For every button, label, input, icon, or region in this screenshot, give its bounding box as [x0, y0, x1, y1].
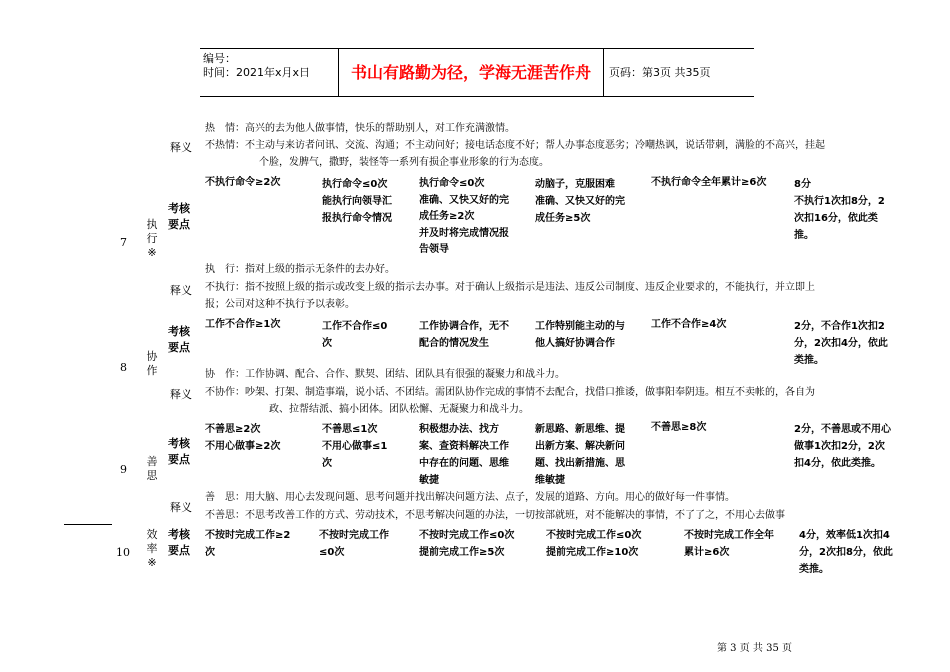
header-time: 时间：2021年x月x日 — [203, 66, 311, 79]
category-shansi — [144, 455, 160, 483]
kaohe-r2-c2: 工作协调合作，无不 配合的情况发生 — [419, 321, 509, 349]
kaohe-2: 要点 — [168, 341, 190, 354]
header-divider-right — [603, 48, 604, 97]
kaohe-r3-c0: 不善思≥2次 不用心做事≥2次 — [205, 424, 281, 452]
header-meta — [203, 52, 310, 80]
label-kaohe-r1 — [168, 201, 190, 233]
kaohe-r4-c0: 不按时完成工作≥2 次 — [205, 530, 291, 558]
shiyi-r1-l0: 执 行：指对上级的指示无条件的去办好。 — [205, 264, 395, 275]
header-bottom-border — [200, 96, 754, 97]
cat-char: 行 — [146, 232, 158, 245]
cat-char: ※ — [147, 246, 157, 259]
kaohe-r1-c2: 执行命令≤0次 准确、又快又好的完 成任务≥2次 并及时将完成情况报 告领导 — [419, 178, 509, 255]
header-divider-left — [338, 48, 339, 97]
header-page: 页码：第3页 共35页 — [609, 66, 711, 79]
kaohe-2: 要点 — [168, 453, 190, 466]
cat-char: ※ — [147, 556, 157, 569]
category-zhixing — [144, 218, 160, 260]
kaohe-r3-c5: 2分，不善思或不用心 做事1次扣2分，2次 扣4分，依此类推。 — [794, 424, 891, 469]
header-motto: 书山有路勤为径，学海无涯苦作舟 — [350, 63, 591, 82]
kaohe-r2-c3: 工作特别能主动的与 他人搞好协调合作 — [535, 321, 625, 349]
shiyi-r2-l1: 不协作：吵架、打架、制造事端，说小话、不团结。需团队协作完成的事情不去配合，找借口推诿，做事阳奉阴违。相互不卖帐的，各自为 — [205, 387, 815, 398]
shiyi-r3-l0: 善 思：用大脑、用心去发现问题、思考问题并找出解决问题方法、点子，发展的道路、方向。用心的做好每一件事情。 — [205, 492, 735, 503]
shiyi-r0-l2: 个脸，发脾气，撒野，装怪等一系列有损企事业形象的行为态度。 — [259, 157, 549, 168]
label-shiyi-r2: 释义 — [170, 388, 192, 401]
kaohe-2: 要点 — [168, 218, 190, 231]
kaohe-1: 考核 — [168, 528, 190, 541]
row-number-8: 8 — [120, 361, 127, 374]
header-number: 编号： — [203, 52, 236, 65]
cat-char: 率 — [146, 542, 158, 555]
label-kaohe-r3 — [168, 436, 190, 468]
page-footer: 第 3 页 共 35 页 — [717, 643, 792, 654]
kaohe-r1-c1: 执行命令≤0次 能执行向领导汇 报执行命令情况 — [322, 179, 392, 224]
label-shiyi-r1: 释义 — [170, 284, 192, 297]
shiyi-r2-l0: 协 作：工作协调、配合、合作、默契、团结、团队具有很强的凝聚力和战斗力。 — [205, 369, 565, 380]
shiyi-r1-l1: 不执行：指不按照上级的指示或改变上级的指示去办事。对于确认上级指示是违法、违反公司制度、违反企业要求的，不能执行，并立即上 — [205, 282, 815, 293]
kaohe-1: 考核 — [168, 437, 190, 450]
kaohe-2: 要点 — [168, 544, 190, 557]
shiyi-r0-l1: 不热情：不主动与来访者问讯、交流、沟通；不主动问好；接电话态度不好；帮人办事态度恶劣；冷嘲热讽，说话带刺，满脸的不高兴，挂起 — [205, 140, 825, 151]
category-xiaolv — [144, 528, 160, 570]
kaohe-r2-c1: 工作不合作≤0 次 — [322, 321, 388, 349]
kaohe-r2-c5: 2分，不合作1次扣2 分，2次扣4分，依此 类推。 — [794, 321, 888, 366]
shiyi-r1-l2: 报；公司对这种不执行予以表彰。 — [205, 299, 355, 310]
row-number-10: 10 — [116, 546, 130, 559]
kaohe-r4-c4: 不按时完成工作全年 累计≥6次 — [684, 530, 774, 558]
category-xiezuo — [144, 350, 160, 378]
shiyi-r3-l1: 不善思：不思考改善工作的方式、劳动技术，不思考解决问题的办法，一切按部就班，对不能解决的事情，不了了之，不用心去做事 — [205, 510, 785, 521]
kaohe-r3-c1: 不善思≤1次 不用心做事≤1 次 — [322, 424, 388, 469]
shiyi-r0-l0: 热 情：高兴的去为他人做事情，快乐的帮助别人，对工作充满激情。 — [205, 123, 515, 134]
kaohe-r1-c0: 不执行命令≥2次 — [205, 177, 281, 188]
kaohe-r3-c3: 新思路、新思维、提 出新方案、解决新问 题、找出新措施、思 维敏捷 — [535, 424, 625, 486]
cat-char: 作 — [146, 364, 158, 377]
row-number-7: 7 — [120, 236, 127, 249]
kaohe-r1-c3: 动脑子，克服困难 准确、又快又好的完 成任务≥5次 — [535, 179, 625, 224]
kaohe-1: 考核 — [168, 325, 190, 338]
label-kaohe-r2 — [168, 324, 190, 356]
left-rule — [64, 524, 112, 525]
label-shiyi-r0: 释义 — [170, 141, 192, 154]
row-number-9: 9 — [120, 463, 127, 476]
kaohe-r4-c2: 不按时完成工作≤0次 提前完成工作≥5次 — [419, 530, 515, 558]
label-kaohe-r4 — [168, 527, 190, 559]
cat-char: 协 — [146, 350, 158, 363]
shiyi-r2-l2: 政、拉帮结派、搞小团体。团队松懈、无凝聚力和战斗力。 — [269, 404, 529, 415]
kaohe-r1-c5: 8分 不执行1次扣8分，2 次扣16分，依此类 推。 — [794, 179, 885, 241]
cat-char: 执 — [146, 218, 158, 231]
kaohe-r3-c2: 积极想办法、找方 案、查资料解决工作 中存在的问题、思维 敏捷 — [419, 424, 509, 486]
kaohe-1: 考核 — [168, 202, 190, 215]
kaohe-r4-c3: 不按时完成工作≤0次 提前完成工作≥10次 — [546, 530, 642, 558]
kaohe-r2-c4: 工作不合作≥4次 — [651, 319, 727, 330]
kaohe-r1-c4: 不执行命令全年累计≥6次 — [651, 177, 767, 188]
kaohe-r4-c5: 4分，效率低1次扣4 分，2次扣8分，依此 类推。 — [799, 530, 893, 575]
label-shiyi-r3: 释义 — [170, 501, 192, 514]
cat-char: 思 — [146, 469, 158, 482]
kaohe-r3-c4: 不善思≥8次 — [651, 422, 707, 433]
kaohe-r4-c1: 不按时完成工作 ≤0次 — [319, 530, 389, 558]
cat-char: 效 — [146, 528, 158, 541]
header-top-border — [200, 48, 754, 49]
cat-char: 善 — [146, 455, 158, 468]
kaohe-r2-c0: 工作不合作≥1次 — [205, 319, 281, 330]
